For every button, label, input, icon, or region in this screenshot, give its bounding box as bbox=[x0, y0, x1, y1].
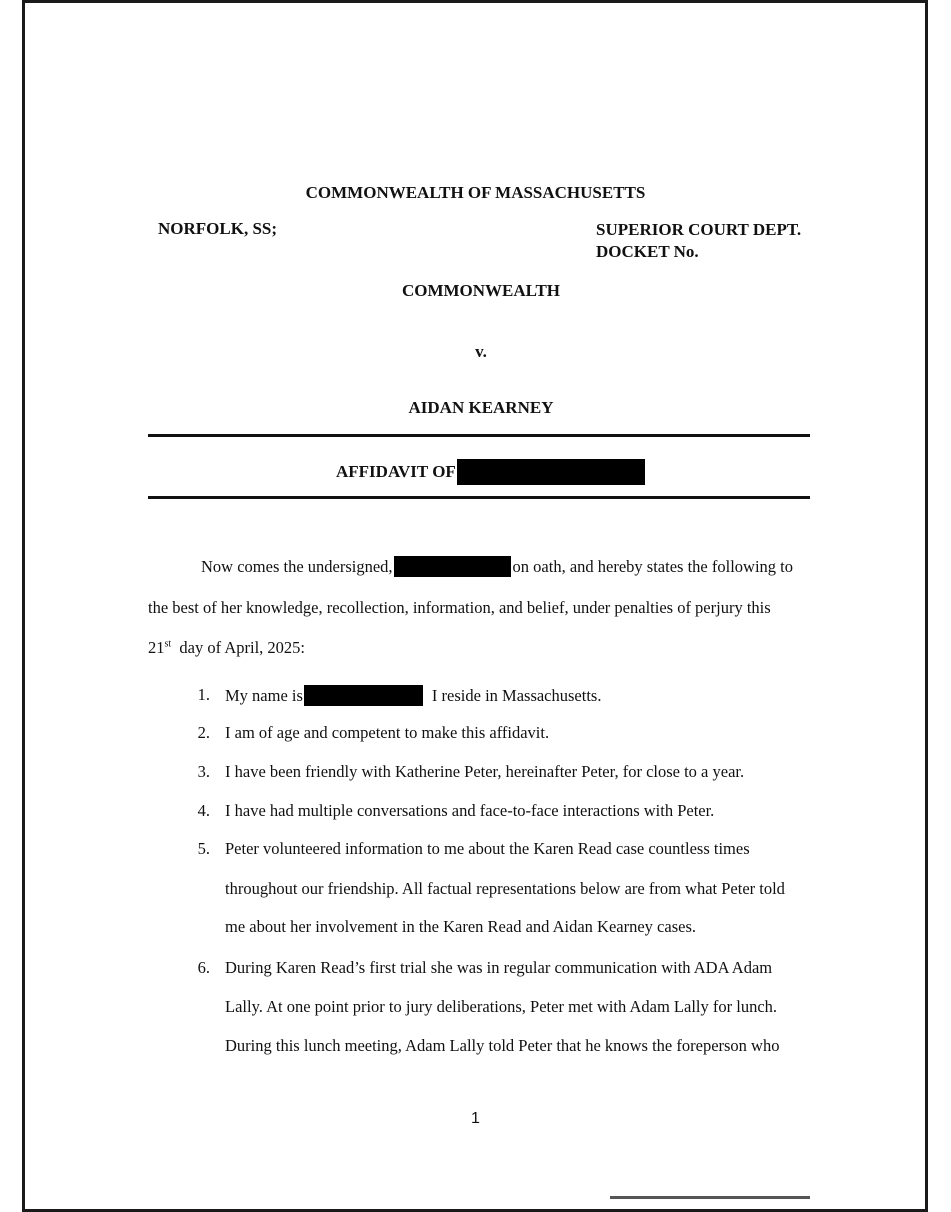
county-label: NORFOLK, SS; bbox=[158, 219, 278, 238]
item-number: 2. bbox=[197, 723, 210, 742]
item-text-line: me about her involvement in the Karen Read and Aidan Kearney cases. bbox=[225, 917, 696, 936]
intro-line-1-after: on oath, and hereby states the following to bbox=[512, 556, 793, 576]
bottom-rule bbox=[148, 496, 810, 499]
date-ordinal: st bbox=[164, 638, 172, 650]
plaintiff-name: COMMONWEALTH bbox=[401, 281, 561, 300]
item-text: I have been friendly with Katherine Peter, hereinafter Peter, for close to a year. bbox=[225, 762, 745, 781]
date-rest: day of April, 2025: bbox=[179, 638, 305, 657]
page-number: 1 bbox=[471, 1110, 480, 1127]
item-text-line: throughout our friendship. All factual representations below are from what Peter told bbox=[225, 879, 785, 898]
intro-line-1-before: Now comes the undersigned, bbox=[201, 556, 393, 576]
affidavit-title bbox=[336, 459, 645, 485]
commonwealth-heading: COMMONWEALTH OF MASSACHUSETTS bbox=[305, 183, 646, 202]
intro-line-1 bbox=[201, 556, 793, 577]
item-text-before: My name is bbox=[225, 685, 303, 705]
redacted-name-block bbox=[457, 459, 645, 485]
item-text-after: I reside in Massachusetts. bbox=[431, 685, 602, 705]
intro-line-3 bbox=[148, 638, 305, 658]
item-number: 3. bbox=[197, 762, 210, 781]
top-rule bbox=[148, 434, 810, 437]
defendant-name: AIDAN KEARNEY bbox=[408, 398, 554, 417]
item-number: 6. bbox=[197, 958, 210, 977]
item-text: I have had multiple conversations and face-to-face interactions with Peter. bbox=[225, 801, 715, 820]
item-text: I am of age and competent to make this affidavit. bbox=[225, 723, 550, 742]
date-day: 21 bbox=[148, 638, 165, 657]
item-number: 4. bbox=[197, 801, 210, 820]
court-label: SUPERIOR COURT DEPT. bbox=[596, 220, 802, 239]
affidavit-title-text: AFFIDAVIT OF bbox=[336, 462, 456, 481]
next-page-edge bbox=[610, 1196, 810, 1199]
item-text-line: During Karen Read’s first trial she was in regular communication with ADA Adam bbox=[225, 958, 773, 977]
item-text bbox=[225, 685, 601, 706]
item-number: 5. bbox=[197, 839, 210, 858]
item-number: 1. bbox=[197, 685, 210, 704]
item-text-line: Peter volunteered information to me about the Karen Read case countless times bbox=[225, 839, 750, 858]
docket-label: DOCKET No. bbox=[596, 242, 699, 261]
versus-label: v. bbox=[475, 342, 487, 361]
redacted-name-block bbox=[304, 685, 423, 706]
intro-line-2: the best of her knowledge, recollection, information, and belief, under penalties of perjury this bbox=[148, 598, 771, 617]
redacted-name-block bbox=[394, 556, 511, 577]
item-text-line: Lally. At one point prior to jury deliberations, Peter met with Adam Lally for lunch. bbox=[225, 997, 778, 1016]
item-text-line: During this lunch meeting, Adam Lally told Peter that he knows the foreperson who bbox=[225, 1036, 780, 1055]
